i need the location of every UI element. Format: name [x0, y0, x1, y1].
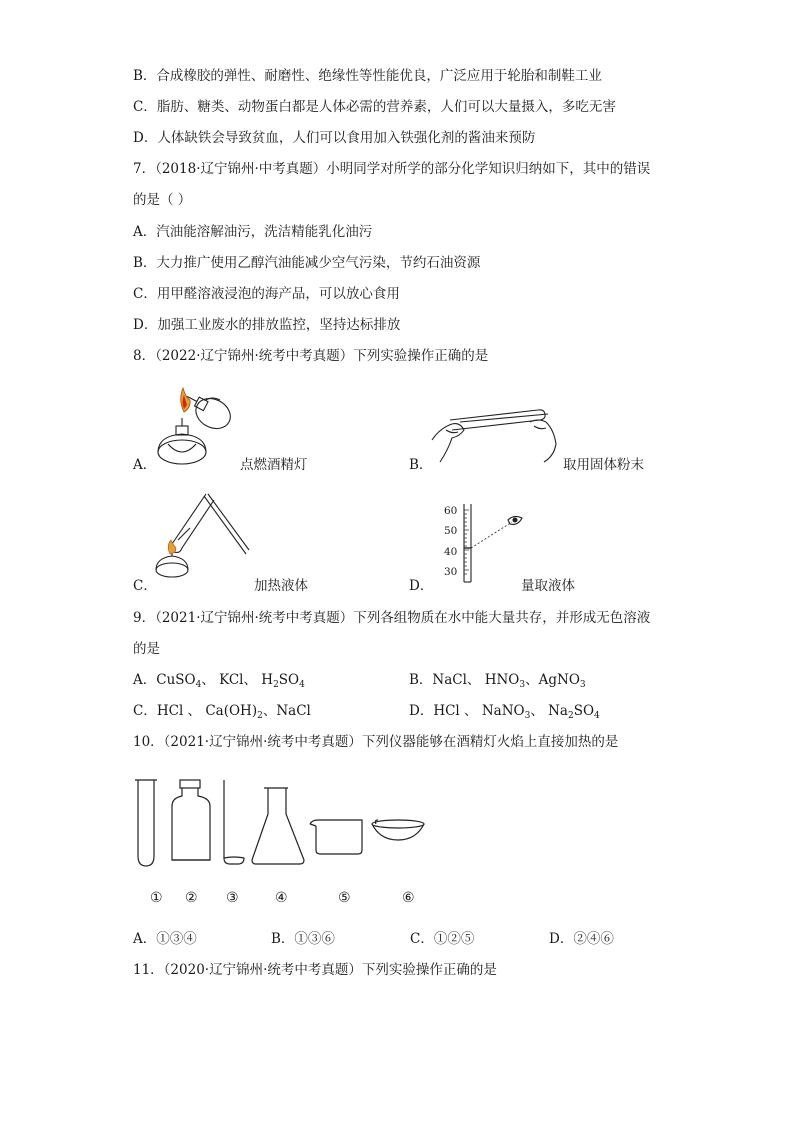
q8-option-d-letter: D． [409, 578, 434, 594]
q8-option-d-caption: 量取液体 [521, 578, 575, 594]
graduated-cylinder-figure [438, 500, 528, 584]
apparatus-label-6: ⑥ [402, 890, 415, 906]
q9-a-text3: SO [278, 672, 300, 688]
q10-option-d: D．②④⑥ [549, 931, 614, 947]
q7-option-b: B．大力推广使用乙醇汽油能减少空气污染，节约石油资源 [133, 255, 481, 271]
q9-a-text2: 、 KCl、 H [201, 672, 274, 688]
apparatus-label-5: ⑤ [338, 890, 351, 906]
q9-d-sub1: 3 [524, 711, 531, 721]
q10-stem: 10．（2021·辽宁锦州·统考中考真题）下列仪器能够在酒精灯火焰上直接加热的是 [133, 734, 619, 750]
q8-option-b-caption: 取用固体粉末 [563, 457, 644, 473]
q9-option-b [409, 670, 586, 690]
q9-stem-line1: 9．（2021·辽宁锦州·统考中考真题）下列各组物质在水中能大量共存，并形成无色溶液 [133, 610, 651, 626]
q10-option-c: C．①②⑤ [410, 931, 475, 947]
test-tube-icon [135, 780, 157, 866]
q9-c-text2: 、NaCl [262, 703, 311, 719]
q6-option-b: B．合成橡胶的弹性、耐磨性、绝缘性等性能优良，广泛应用于轮胎和制鞋工业 [133, 68, 602, 84]
q8-option-b-letter: B． [409, 457, 433, 473]
q9-d-text2: 、 Na [530, 703, 568, 719]
q9-option-b-letter: B． [409, 672, 433, 688]
apparatus-label-3: ③ [226, 890, 239, 906]
q9-d-text1: HCl 、 NaNO [433, 703, 525, 719]
q9-b-text1: NaCl、 HNO [432, 672, 520, 688]
q9-option-d-letter: D． [409, 703, 434, 719]
q9-option-c-letter: C． [133, 703, 157, 719]
q6-option-d: D．人体缺铁会导致贫血，人们可以食用加入铁强化剂的酱油来预防 [133, 130, 536, 146]
conical-flask-icon [252, 788, 304, 864]
apparatus-label-1: ① [150, 890, 163, 906]
q6-option-c: C．脂肪、糖类、动物蛋白都是人体必需的营养素，人们可以大量摄入，多吃无害 [133, 99, 616, 115]
cylinder-tick-60: 60 [444, 505, 458, 517]
q9-b-sub2: 3 [579, 680, 586, 690]
q9-option-a-letter: A． [133, 672, 157, 688]
q7-stem-line1: 7．（2018·辽宁锦州·中考真题）小明同学对所学的部分化学知识归纳如下，其中的错误 [133, 161, 651, 177]
q9-option-a [133, 670, 305, 690]
q9-d-sub3: 4 [594, 711, 600, 721]
q9-c-sub1: 2 [257, 711, 263, 721]
q10-option-b: B．①③⑥ [271, 931, 335, 947]
q9-a-sub2: 2 [273, 680, 279, 690]
q7-option-a: A．汽油能溶解油污，洗洁精能乳化油污 [133, 224, 373, 240]
q9-option-c [133, 701, 311, 721]
q9-b-sub1: 3 [519, 680, 526, 690]
alcohol-lamp-lighting-figure [150, 378, 245, 470]
q8-option-a-caption: 点燃酒精灯 [240, 457, 308, 473]
q9-option-d [409, 701, 600, 721]
q9-a-sub3: 4 [299, 680, 305, 690]
apparatus-label-4: ④ [275, 890, 288, 906]
q8-option-c-letter: C． [133, 578, 157, 594]
q10-option-a: A．①③④ [133, 931, 197, 947]
cylinder-tick-50: 50 [444, 525, 458, 537]
solid-powder-figure [430, 400, 560, 466]
combustion-spoon-icon [224, 780, 244, 864]
q9-d-sub2: 2 [567, 711, 574, 721]
reagent-bottle-icon [172, 780, 210, 860]
q7-option-c: C．用甲醛溶液浸泡的海产品，可以放心食用 [133, 286, 400, 302]
cylinder-tick-30: 30 [444, 566, 458, 578]
q8-option-a-letter: A． [133, 457, 157, 473]
lab-apparatus-figure [130, 776, 450, 870]
q9-b-text2: 、AgNO [525, 672, 580, 688]
q9-stem-line2: 的是 [133, 641, 160, 657]
q7-stem-line2: 的是（ ） [133, 192, 192, 208]
q9-a-sub1: 4 [195, 680, 202, 690]
cylinder-tick-40: 40 [444, 546, 458, 558]
apparatus-label-2: ② [185, 890, 198, 906]
q9-d-text3: SO [573, 703, 595, 719]
q7-option-d: D．加强工业废水的排放监控，坚持达标排放 [133, 317, 401, 333]
q8-option-c-caption: 加热液体 [254, 578, 308, 594]
q8-stem: 8．（2022·辽宁锦州·统考中考真题）下列实验操作正确的是 [133, 348, 489, 364]
q9-c-text1: HCl 、 Ca(OH) [156, 703, 258, 719]
evaporating-dish-icon [372, 820, 424, 840]
q11-stem: 11．（2020·辽宁锦州·统考中考真题）下列实验操作正确的是 [133, 962, 497, 978]
q9-a-text1: CuSO [156, 672, 196, 688]
beaker-icon [310, 820, 362, 854]
heating-liquid-figure [150, 488, 250, 580]
